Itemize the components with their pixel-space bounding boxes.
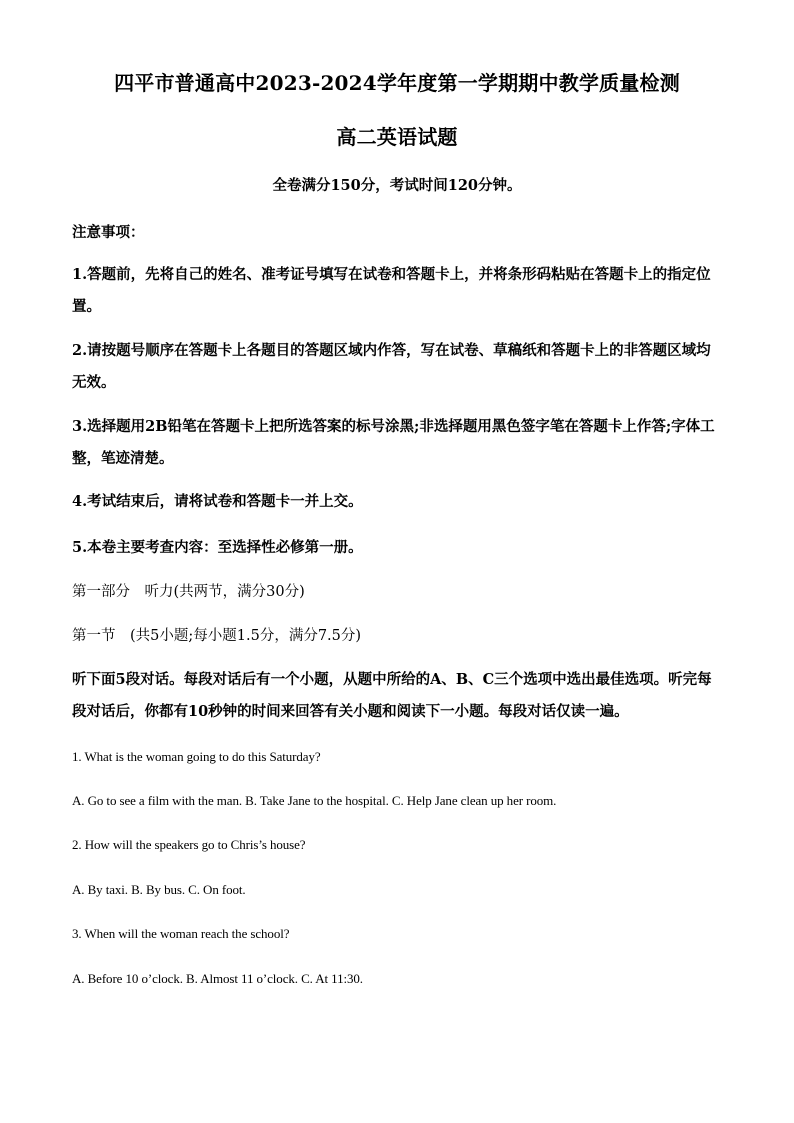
note-item-2: 2.请按题号顺序在答题卡上各题目的答题区域内作答，写在试卷、草稿纸和答题卡上的非答题区域均无效。 [72, 342, 711, 391]
note-item-4: 4.考试结束后，请将试卷和答题卡一并上交。 [72, 493, 363, 510]
exam-subtitle: 高二英语试题 [336, 125, 458, 149]
question-1-options: A. Go to see a film with the man. B. Take Jane to the hospital. C. Help Jane clean up her room. [72, 793, 557, 808]
question-2-options: A. By taxi. B. By bus. C. On foot. [72, 882, 246, 897]
listening-instructions: 听下面5段对话。每段对话后有一个小题，从题中所给的A、B、C三个选项中选出最佳选项。听完每段对话后，你都有10秒钟的时间来回答有关小题和阅读下一小题。每段对话仅读一遍。 [72, 671, 712, 720]
note-item-1: 1.答题前，先将自己的姓名、准考证号填写在试卷和答题卡上，并将条形码粘贴在答题卡上的指定位置。 [72, 266, 711, 315]
question-2-stem: 2. How will the speakers go to Chris’s house? [72, 837, 306, 852]
section1-heading: 第一节 (共5小题;每小题1.5分，满分7.5分) [72, 628, 362, 644]
exam-title: 四平市普通高中2023-2024学年度第一学期期中教学质量检测 [114, 71, 680, 95]
question-3-stem: 3. When will the woman reach the school? [72, 926, 290, 941]
note-item-5: 5.本卷主要考查内容：至选择性必修第一册。 [72, 539, 363, 556]
score-info: 全卷满分150分，考试时间120分钟。 [272, 177, 522, 194]
question-3-options: A. Before 10 o’clock. B. Almost 11 o’clock. C. At 11:30. [72, 971, 363, 986]
note-item-3: 3.选择题用2B铅笔在答题卡上把所选答案的标号涂黑;非选择题用黑色签字笔在答题卡上作答;字体工整，笔迹清楚。 [72, 418, 715, 467]
part1-heading: 第一部分 听力(共两节，满分30分) [72, 584, 305, 600]
question-1-stem: 1. What is the woman going to do this Saturday? [72, 749, 321, 764]
notes-heading: 注意事项： [72, 224, 145, 241]
